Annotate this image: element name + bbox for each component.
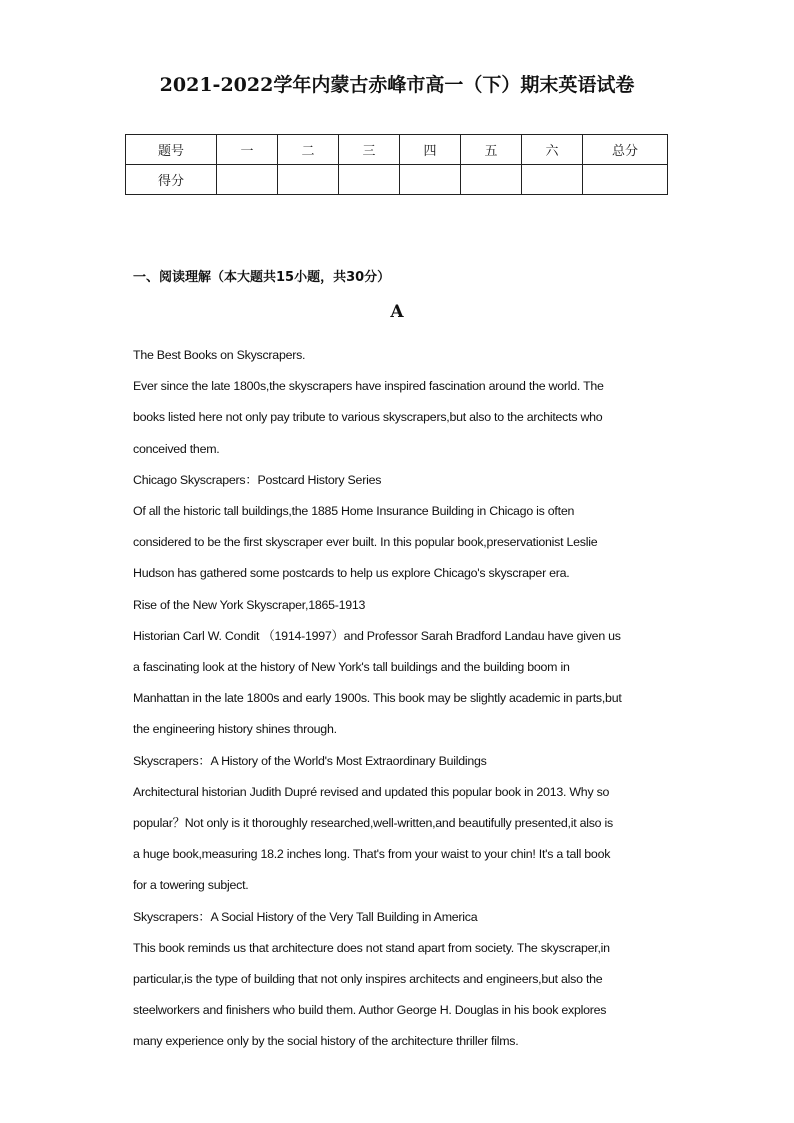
score-table [125, 134, 668, 195]
passage-text [133, 340, 663, 1058]
passage-line: The Best Books on Skyscrapers. [133, 348, 306, 362]
passage-line: Manhattan in the late 1800s and early 1900s. This book may be slightly academic in parts,but [133, 691, 622, 706]
section-heading: 一、阅读理解（本大题共15小题，共30分） [133, 270, 391, 285]
passage-line: Historian Carl W. Condit （1914-1997）and Professor Sarah Bradford Landau have given us [133, 628, 621, 643]
passage-line: This book reminds us that architecture does not stand apart from society. The skyscraper,in [133, 940, 610, 955]
passage-line: many experience only by the social history of the architecture thriller films. [133, 1034, 519, 1049]
passage-line: a fascinating look at the history of New York's tall buildings and the building boom in [133, 660, 570, 675]
exam-title: 2021-2022学年内蒙古赤峰市高一（下）期末英语试卷 [159, 74, 635, 96]
passage-line: books listed here not only pay tribute to various skyscrapers,but also to the architects who [133, 410, 603, 425]
passage-line: Skyscrapers：A Social History of the Very Tall Building in America [133, 909, 478, 924]
passage-line: Rise of the New York Skyscraper,1865-1913 [133, 597, 366, 612]
header-cell-6: 六 [522, 135, 583, 165]
passage-line: Skyscrapers：A History of the World's Most Extraordinary Buildings [133, 753, 487, 768]
score-cell-total [583, 165, 668, 195]
score-cell-1 [217, 165, 278, 195]
header-cell-3: 三 [339, 135, 400, 165]
header-cell-1: 一 [217, 135, 278, 165]
passage-line: the engineering history shines through. [133, 722, 337, 737]
passage-line: Ever since the late 1800s,the skyscrapers have inspired fascination around the world. The [133, 379, 604, 394]
passage-line: for a towering subject. [133, 878, 249, 893]
passage-line: Architectural historian Judith Dupré revised and updated this popular book in 2013. Why so [133, 784, 610, 799]
score-row-label: 得分 [126, 165, 217, 195]
passage-line: steelworkers and finishers who build them. Author George H. Douglas in his book explores [133, 1003, 607, 1018]
header-cell-total: 总分 [583, 135, 668, 165]
header-cell-2: 二 [278, 135, 339, 165]
score-cell-5 [461, 165, 522, 195]
score-table-header-row [126, 135, 668, 165]
passage-line: considered to be the first skyscraper ever built. In this popular book,preservationist Leslie [133, 535, 598, 550]
passage-line: a huge book,measuring 18.2 inches long. That's from your waist to your chin! It's a tall book [133, 847, 611, 862]
passage-line: conceived them. [133, 441, 220, 456]
passage-line: popular？Not only is it thoroughly researched,well-written,and beautifully presented,it also is [133, 816, 613, 831]
passage-label: A [390, 302, 404, 322]
header-cell-4: 四 [400, 135, 461, 165]
header-cell-question-number: 题号 [126, 135, 217, 165]
score-table-score-row [126, 165, 668, 195]
passage-line: particular,is the type of building that not only inspires architects and engineers,but also the [133, 972, 603, 987]
score-cell-4 [400, 165, 461, 195]
score-cell-2 [278, 165, 339, 195]
score-cell-6 [522, 165, 583, 195]
header-cell-5: 五 [461, 135, 522, 165]
passage-line: Of all the historic tall buildings,the 1885 Home Insurance Building in Chicago is often [133, 504, 575, 519]
passage-line: Hudson has gathered some postcards to help us explore Chicago's skyscraper era. [133, 566, 570, 581]
score-cell-3 [339, 165, 400, 195]
passage-line: Chicago Skyscrapers：Postcard History Series [133, 472, 382, 487]
